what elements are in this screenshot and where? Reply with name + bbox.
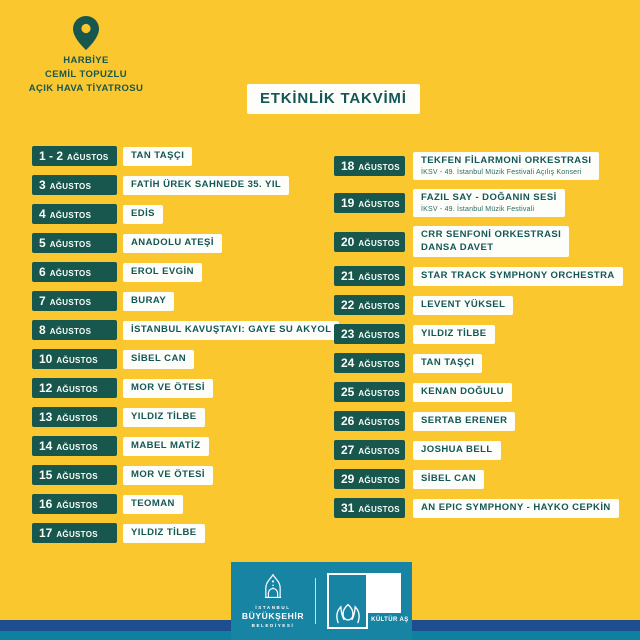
event-name: YILDIZ TİLBE bbox=[421, 328, 487, 340]
event-month: AĞUSTOS bbox=[358, 273, 400, 283]
event-row bbox=[334, 324, 632, 344]
event-month: AĞUSTOS bbox=[358, 302, 400, 312]
event-date-badge bbox=[334, 193, 405, 213]
event-date-badge bbox=[32, 378, 117, 398]
event-date-badge bbox=[334, 156, 405, 176]
event-month: AĞUSTOS bbox=[49, 182, 92, 191]
event-name-box bbox=[123, 524, 205, 543]
footer-logos bbox=[231, 562, 412, 640]
event-name-box bbox=[123, 379, 213, 398]
event-day: 3 bbox=[39, 178, 46, 192]
event-row bbox=[32, 204, 324, 224]
event-name-line2: DANSA DAVET bbox=[421, 241, 494, 253]
event-row bbox=[32, 494, 324, 514]
event-name: FAZIL SAY - DOĞANIN SESİ bbox=[421, 191, 557, 203]
event-name-box bbox=[413, 354, 482, 373]
event-name: SERTAB ERENER bbox=[421, 415, 508, 427]
event-day: 10 bbox=[39, 352, 53, 366]
event-name-box bbox=[123, 147, 192, 166]
event-day: 8 bbox=[39, 323, 46, 337]
event-row bbox=[334, 353, 632, 373]
event-day: 24 bbox=[341, 356, 355, 371]
event-month: AĞUSTOS bbox=[49, 269, 92, 278]
event-month: AĞUSTOS bbox=[358, 360, 400, 370]
event-subtitle: İKSV - 49. İstanbul Müzik Festivali bbox=[421, 205, 535, 213]
event-month: AĞUSTOS bbox=[358, 238, 400, 248]
event-row bbox=[32, 349, 324, 369]
event-day: 14 bbox=[39, 439, 53, 453]
event-day: 5 bbox=[39, 236, 46, 250]
event-day: 26 bbox=[341, 414, 355, 429]
event-date-badge bbox=[32, 204, 117, 224]
event-month: AĞUSTOS bbox=[358, 505, 400, 515]
event-row bbox=[32, 262, 324, 282]
event-row bbox=[334, 382, 632, 402]
event-month: AĞUSTOS bbox=[56, 356, 98, 365]
event-name-box bbox=[123, 234, 222, 253]
event-day: 20 bbox=[341, 234, 355, 249]
event-date-badge bbox=[32, 146, 117, 166]
event-name: MOR VE ÖTESİ bbox=[131, 468, 206, 480]
event-day: 21 bbox=[341, 269, 355, 284]
event-date-badge bbox=[32, 233, 117, 253]
event-row bbox=[32, 465, 324, 485]
event-row bbox=[32, 175, 324, 195]
event-day: 6 bbox=[39, 265, 46, 279]
event-day: 12 bbox=[39, 381, 53, 395]
event-month: AĞUSTOS bbox=[49, 298, 92, 307]
event-row bbox=[334, 469, 632, 489]
event-month: AĞUSTOS bbox=[56, 414, 98, 423]
event-name: MABEL MATİZ bbox=[131, 439, 201, 451]
event-name: JOSHUA BELL bbox=[421, 444, 493, 456]
event-date-badge bbox=[334, 411, 405, 431]
event-day: 4 bbox=[39, 207, 46, 221]
event-name-box bbox=[413, 470, 484, 489]
event-date-badge bbox=[32, 262, 117, 282]
event-date-badge bbox=[334, 440, 405, 460]
event-name-box bbox=[413, 441, 501, 460]
event-row bbox=[334, 411, 632, 431]
event-name: EDİS bbox=[131, 207, 155, 219]
event-name: CRR SENFONİ ORKESTRASI bbox=[421, 228, 562, 240]
event-row bbox=[32, 378, 324, 398]
event-month: AĞUSTOS bbox=[358, 418, 400, 428]
event-row bbox=[334, 226, 632, 258]
ibb-label-istanbul: İSTANBUL bbox=[255, 604, 291, 610]
event-month: AĞUSTOS bbox=[358, 476, 400, 486]
event-row bbox=[334, 266, 632, 286]
event-month: AĞUSTOS bbox=[49, 327, 92, 336]
event-day: 16 bbox=[39, 497, 53, 511]
event-name-box bbox=[123, 263, 202, 282]
event-date-badge bbox=[32, 494, 117, 514]
event-name-box bbox=[413, 296, 513, 315]
venue-block bbox=[18, 16, 154, 95]
event-date-badge bbox=[334, 324, 405, 344]
event-name-box bbox=[413, 189, 565, 217]
kultur-tulip-icon bbox=[330, 595, 366, 625]
events-column-right bbox=[334, 152, 632, 518]
event-month: AĞUSTOS bbox=[358, 162, 400, 172]
event-name-box bbox=[413, 267, 623, 286]
kultur-logo-white-square bbox=[368, 573, 401, 613]
ibb-emblem-icon bbox=[260, 573, 286, 605]
event-date-badge bbox=[32, 320, 117, 340]
event-day: 15 bbox=[39, 468, 53, 482]
event-month: AĞUSTOS bbox=[67, 153, 109, 162]
event-name: STAR TRACK SYMPHONY ORCHESTRA bbox=[421, 270, 615, 282]
kultur-as-label: KÜLTÜR AŞ bbox=[371, 617, 409, 623]
event-name: EROL EVGİN bbox=[131, 265, 194, 277]
event-day: 7 bbox=[39, 294, 46, 308]
event-date-badge bbox=[32, 407, 117, 427]
event-month: AĞUSTOS bbox=[358, 199, 400, 209]
event-date-badge bbox=[334, 382, 405, 402]
event-date-badge bbox=[334, 295, 405, 315]
event-day: 29 bbox=[341, 472, 355, 487]
event-name: BURAY bbox=[131, 294, 167, 306]
event-day: 23 bbox=[341, 327, 355, 342]
event-subtitle: İKSV - 49. İstanbul Müzik Festivali Açılış Konseri bbox=[421, 168, 582, 176]
event-date-badge bbox=[32, 465, 117, 485]
event-name-box bbox=[413, 226, 569, 258]
event-month: AĞUSTOS bbox=[358, 331, 400, 341]
event-name: KENAN DOĞULU bbox=[421, 386, 504, 398]
event-name: MOR VE ÖTESİ bbox=[131, 381, 206, 393]
event-row bbox=[32, 146, 324, 166]
event-month: AĞUSTOS bbox=[56, 443, 98, 452]
event-month: AĞUSTOS bbox=[56, 472, 98, 481]
event-day: 22 bbox=[341, 298, 355, 313]
event-name: TEOMAN bbox=[131, 497, 175, 509]
kultur-as-logo bbox=[327, 573, 409, 629]
event-name-box bbox=[123, 350, 194, 369]
footer-logo-divider bbox=[315, 578, 316, 624]
page-title bbox=[247, 84, 420, 114]
event-name: LEVENT YÜKSEL bbox=[421, 299, 506, 311]
event-date-badge bbox=[334, 232, 405, 252]
event-row bbox=[32, 233, 324, 253]
ibb-label-belediyesi: BELEDİYESİ bbox=[251, 622, 295, 628]
event-row bbox=[32, 436, 324, 456]
event-month: AĞUSTOS bbox=[56, 530, 98, 539]
event-day: 17 bbox=[39, 526, 53, 540]
event-row bbox=[32, 523, 324, 543]
event-name-box bbox=[123, 205, 163, 224]
event-name-box bbox=[123, 292, 174, 311]
event-name: ANADOLU ATEŞİ bbox=[131, 236, 214, 248]
event-row bbox=[32, 291, 324, 311]
event-month: AĞUSTOS bbox=[358, 447, 400, 457]
venue-line-3: AÇIK HAVA TİYATROSU bbox=[28, 82, 144, 94]
event-name: SİBEL CAN bbox=[131, 352, 187, 364]
event-date-badge bbox=[32, 436, 117, 456]
event-row bbox=[32, 407, 324, 427]
event-row bbox=[334, 498, 632, 518]
event-date-badge bbox=[334, 353, 405, 373]
event-row bbox=[334, 440, 632, 460]
event-day: 18 bbox=[341, 158, 355, 173]
event-name: AN EPIC SYMPHONY - HAYKO CEPKİN bbox=[421, 502, 611, 514]
event-name-box bbox=[413, 325, 495, 344]
page-title-text: ETKİNLİK TAKVİMİ bbox=[260, 90, 407, 107]
event-date-badge bbox=[32, 291, 117, 311]
ibb-logo bbox=[242, 573, 304, 630]
event-day: 31 bbox=[341, 501, 355, 516]
event-row bbox=[334, 189, 632, 217]
event-month: AĞUSTOS bbox=[49, 240, 92, 249]
event-name-box bbox=[413, 152, 599, 180]
event-month: AĞUSTOS bbox=[358, 389, 400, 399]
event-name-box bbox=[123, 495, 183, 514]
event-name: TEKFEN FİLARMONİ ORKESTRASI bbox=[421, 155, 592, 166]
event-day: 19 bbox=[341, 195, 355, 210]
event-date-badge bbox=[32, 175, 117, 195]
event-name-box bbox=[123, 466, 213, 485]
event-date-badge bbox=[334, 469, 405, 489]
ibb-label-buyuksehir: BÜYÜKŞEHİR bbox=[241, 611, 305, 622]
events-column-left bbox=[32, 146, 332, 543]
event-name: YILDIZ TİLBE bbox=[131, 410, 197, 422]
event-date-badge bbox=[334, 498, 405, 518]
event-name: TAN TAŞÇI bbox=[421, 357, 475, 369]
event-row bbox=[32, 320, 332, 340]
venue-line-1: HARBİYE bbox=[63, 55, 109, 66]
event-row bbox=[334, 295, 632, 315]
event-name: İSTANBUL KAVUŞTAYI: GAYE SU AKYOL bbox=[131, 323, 332, 335]
event-date-badge bbox=[32, 523, 117, 543]
event-name: TAN TAŞÇI bbox=[131, 149, 185, 161]
event-name: SİBEL CAN bbox=[421, 473, 477, 485]
event-day: 25 bbox=[341, 385, 355, 400]
event-month: AĞUSTOS bbox=[49, 211, 92, 220]
event-name: YILDIZ TİLBE bbox=[131, 526, 197, 538]
event-name-box bbox=[123, 176, 289, 195]
location-pin-icon bbox=[73, 16, 99, 50]
event-name-box bbox=[413, 412, 515, 431]
event-name-box bbox=[123, 408, 205, 427]
event-day: 27 bbox=[341, 443, 355, 458]
event-name-box bbox=[123, 321, 339, 340]
venue-line-2: CEMİL TOPUZLU bbox=[45, 68, 127, 80]
event-name-box bbox=[413, 499, 619, 518]
event-date-badge bbox=[32, 349, 117, 369]
event-day: 1 - 2 bbox=[39, 149, 64, 163]
event-name: FATİH ÜREK SAHNEDE 35. YIL bbox=[131, 178, 282, 190]
event-row bbox=[334, 152, 632, 180]
event-name-box bbox=[413, 383, 512, 402]
event-name-box bbox=[123, 437, 209, 456]
event-day: 13 bbox=[39, 410, 53, 424]
event-month: AĞUSTOS bbox=[56, 501, 98, 510]
event-date-badge bbox=[334, 266, 405, 286]
event-month: AĞUSTOS bbox=[56, 385, 98, 394]
